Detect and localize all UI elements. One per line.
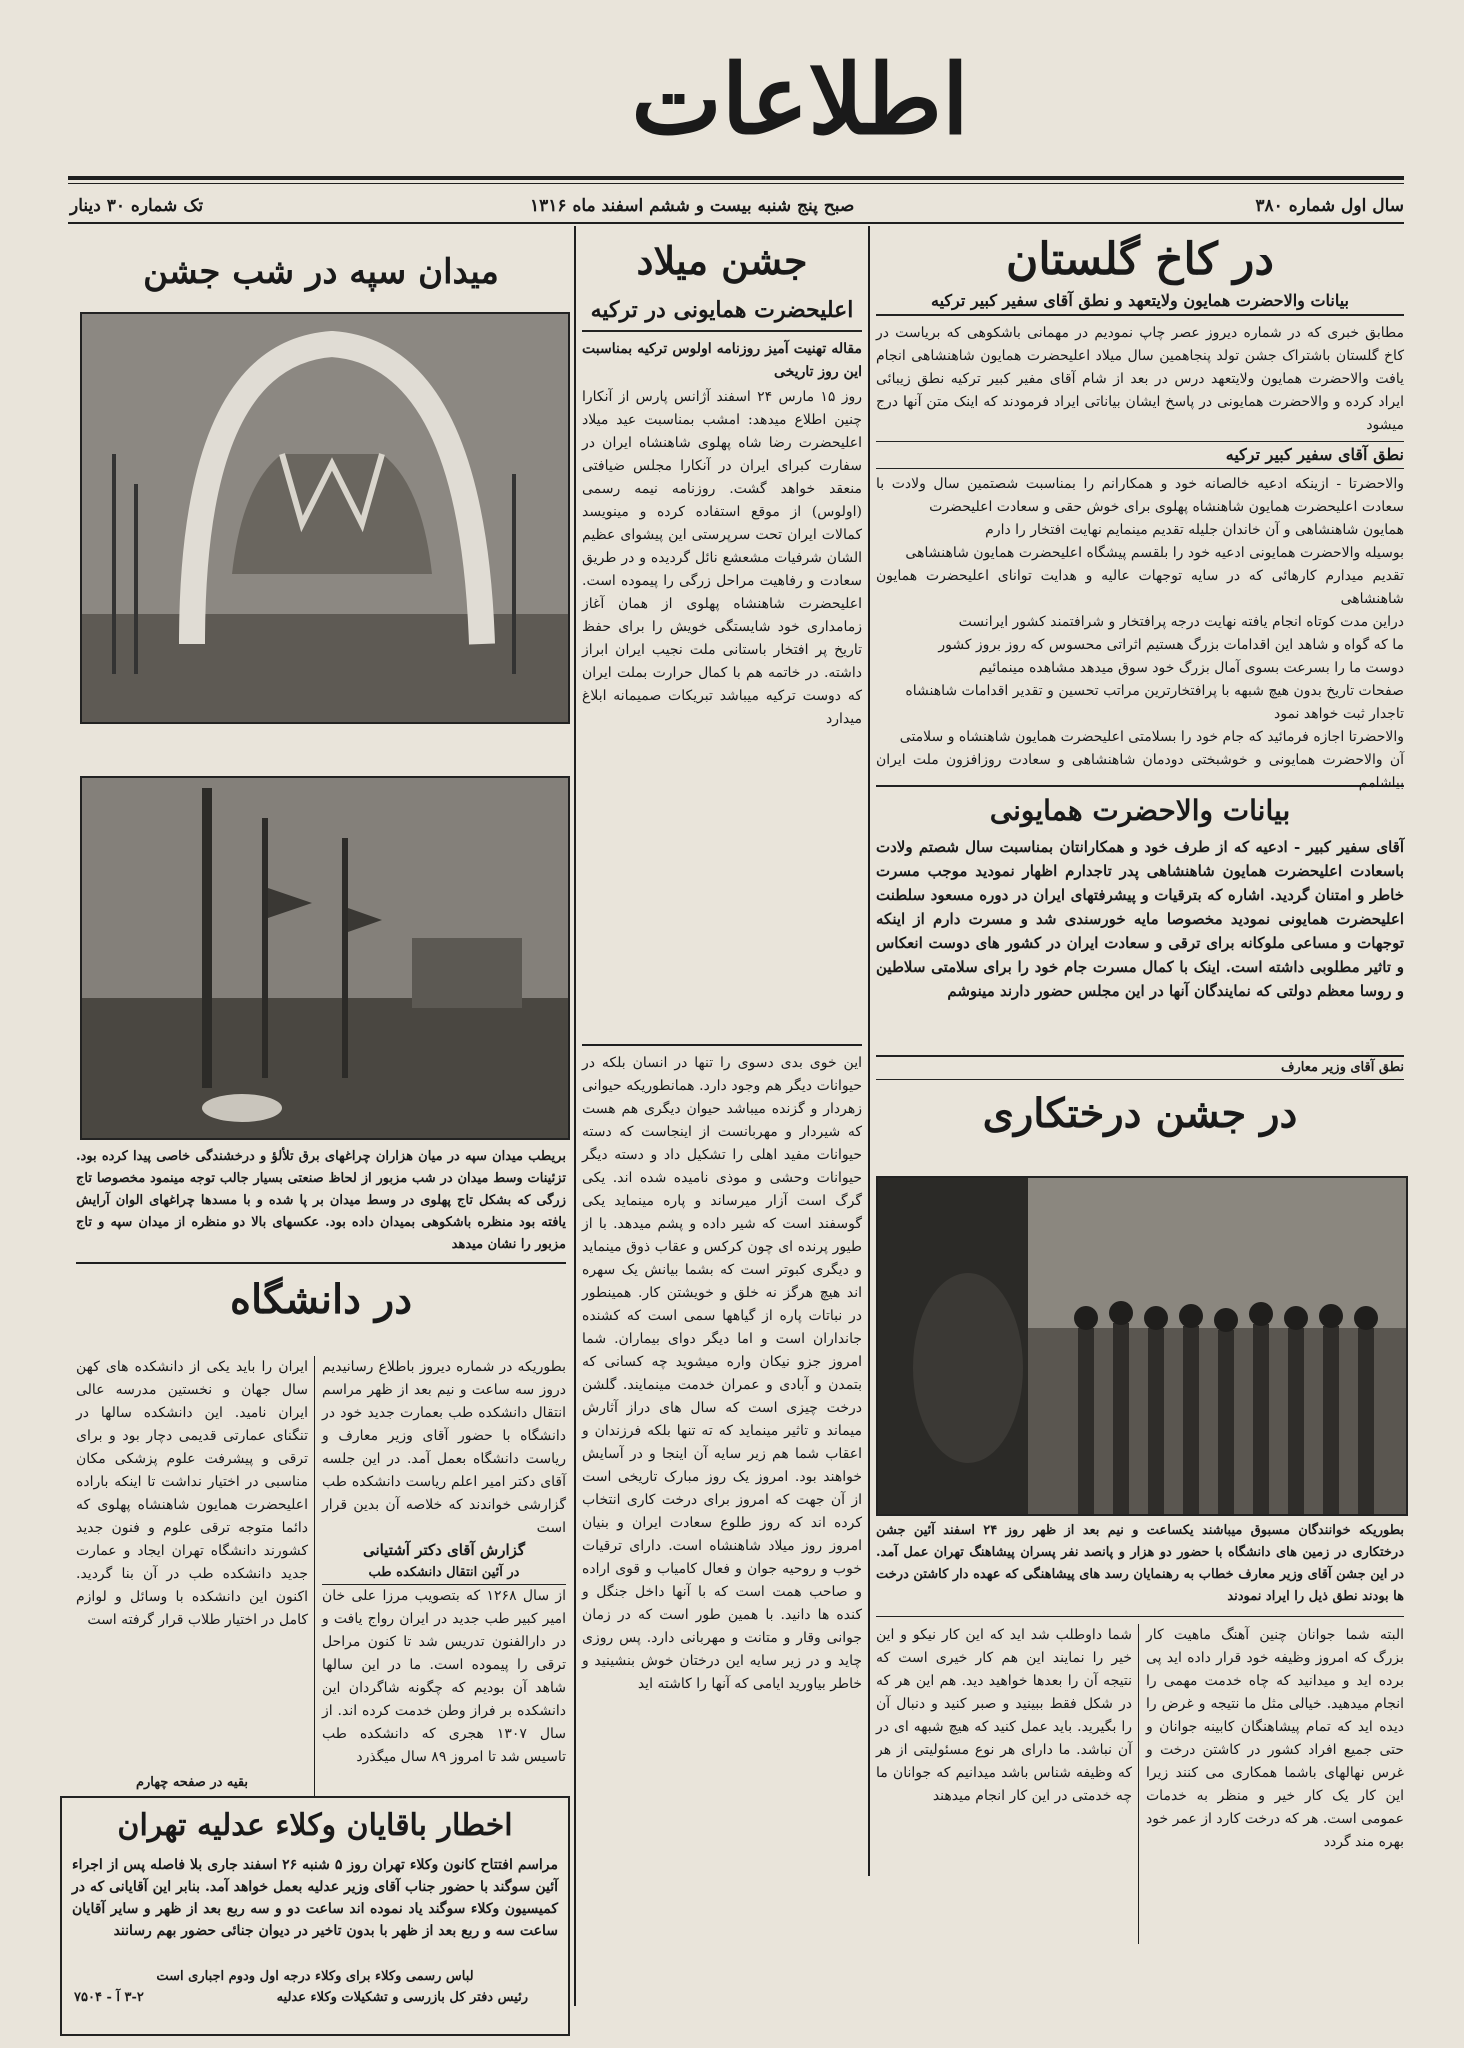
report-block [322, 1538, 567, 1765]
right-inner-rule [1138, 1624, 1139, 1944]
speech1-line: تاجدار ثبت خواهد نمود [1274, 706, 1404, 722]
report-body: از سال ۱۲۶۸ که بتصویب مرزا علی خان امیر کبیر طب جدید در ایران رواج یافت و در دارالفنون تدریس شد تا کنون مراحل ترقی را پیموده است. ما در این سالها شاهد آن بودیم که چگونه شاگردان این دانشکده بر فراز وطن خدمت کرده اند. از سال ۱۳۰۷ هجری که دانشکده طب تاسیس شد تا امروز ۸۹ سال میگذرد [322, 1588, 567, 1765]
square-night-photo [80, 776, 570, 1140]
center-body-1: روز ۱۵ مارس ۲۴ اسفند آژانس پارس از آنکارا چنین اطلاع میدهد: امشب بمناسبت عید میلاد اعلیحضرت رضا شاه پهلوی شاهنشاه ایران در سفارت کبرای ایران در آنکارا مجلس ضیافتی منعقد خواهد گشت. روزنامه نیمه رسمی (اولوس) از موقع استفاده کرده و مینویسد کمالات ایران تحت سرپرستی این پیشوای عظیم الشان شرفیات مشعشع نائل گردیده و در طریق سعادت و رفاهیت مراحل زرگی را پیموده است. اعلیحضرت شاهنشاه پهلوی از همان آغاز زمامداری خود شایستگی خویش را برای حفظ تاریخ پر افتخار باستانی ملت نجیب ایران ابراز داشته. در خاتمه هم با کمال حرارت بملت ایران که دوست ترکیه میباشد تبریکات صمیمانه ابلاغ میدارد [582, 389, 862, 727]
right-footnote: نطق آقای وزیر معارف [876, 1055, 1404, 1080]
masthead-title: اطلاعات [631, 43, 969, 156]
notice-signature-row [62, 1988, 568, 2012]
speech1-line: ما که گواه و شاهد این اقدامات بزرگ هستیم اثراتی محسوس که روز بروز کشور [938, 637, 1404, 653]
left-headline-2: در دانشگاه [229, 1276, 413, 1323]
center-body-2: این خوی بدی دسوی را تنها در انسان بلکه در حیوانات دیگر هم وجود دارد. همانطوریکه حیوانی زهردار و گزنده میباشد حیوان دیگری هم هست که شیردار و مهربانست از اینجاست که دسته حیوانات مفید اهلی را تشکیل داد و دسته دیگر حیوانات وحشی و موذی نامیده شده اند. یکی گرگ است آزار میرساند و پاره مینماید یکی گوسفند است که شیر داده و پشم میدهد. با از طیور پرنده ای چون کرکس و عقاب ذوق مینماید و دیگری کبوتر است که بشما بیانش یک سهره اند هیچ هرگز نه خلق و خویشتن کار. همینطور در نباتات پاره از گیاهها سمی است که کشنده جانداران است و اما دیگر دوای بیماران. شما امروز جزو نیکان واره میشوید چه کسانی که بتمدن و آبادی و عمران خدمت مینمایند. گلشن درخت چیزی است که سال های دراز آثارش میماند و تاثیر مینماید که ته تنها بلکه فرزندان و اعقاب شما هم زیر سایه آن اینجا و در آسایش خواهند بود. امروز یک روز مبارک تاریخی است از آن جهت که امروز برای درخت کاری انتخاب کرده اند که روز طلوع سعادت ایران و بنیان امروز روز میلاد شاهنشاه است. دارای ترقیات خوب و روحیه جوان و فعال کامیاب و قوی اراده و صاحب همت است که با آنها داخل جنگل و کنده ها دانید. با همین طور است که در زمان جوانی وقار و متانت و مهربانی دارد. پس روزی چاید و در زیر سایه این درختان خوش بنشینید و خاطر بیاورید ایامی که آنها را کاشته اید [582, 1055, 862, 1692]
column-rule-1 [868, 226, 870, 1876]
right-subhead: بیانات والاحضرت همایون ولایتعهد و نطق آقای سفیر کبیر ترکیه [876, 288, 1404, 316]
left-divider [76, 1262, 566, 1264]
left-body-left: ایران را باید یکی از دانشکده های کهن سال جهان و نخستین مدرسه عالی ایران نامید. این دانشکده سالها در تنگنای عمارتی قدیمی دچار بود و برای ترقی و پیشرفت علوم پزشکی مکان مناسبی در اختیار نداشت تا اینکه باراده اعلیحضرت همایون شاهنشاه پهلوی که دائما متوجه ترقی علوم و فنون جدید کشورند دانشگاه تهران ایجاد و عمارت جدید دانشکده طب در آن بنا گردید. اکنون این دانشکده با وسائل و لوازم کامل در اختیار طلاب قرار گرفته است [76, 1359, 308, 1628]
speech2-title: بیانات والاحضرت همایونی [876, 785, 1404, 835]
masthead-rule-top [68, 176, 1404, 180]
right-intro: مطابق خبری که در شماره دیروز عصر چاپ نمودیم در مهمانی باشکوهی که بریاست در کاخ گلستان باشتراک جشن تولد پنجاهمین سال میلاد اعلیحضرت همایون شاهنشاهی انجام یافت والاحضرت همایون ولایتعهد درس در بعد از شام آقای مفیر کبیر ترکیه نطق زیبائی ایراد کرده و والاحضرت همایونی در پاسخ ایشان بیاناتی ایراد فرمودند که اینک متن آنها درج میشود [876, 325, 1404, 433]
right-column [876, 232, 1404, 1148]
notice-footer: لباس رسمی وکلاء برای وکلاء درجه اول ودوم اجباری است [156, 1969, 474, 1984]
speech1-line: دوست ما را بسرعت بسوی آمال بزرگ خود سوق میدهد مشاهده مینمائیم [978, 660, 1404, 676]
speech1-list [876, 473, 1404, 791]
speech1-title: نطق آقای سفیر کبیر ترکیه [876, 441, 1404, 469]
center-deck: مقاله تهنیت آمیز روزنامه اولوس ترکیه بمناسبت این روز تاریخی [582, 341, 862, 380]
notice-code: ۳-۲ آ - ۷۵۰۴ [74, 1990, 144, 2005]
notice-body: مراسم افتتاح کانون وکلاء تهران روز ۵ شنبه ۲۶ اسفند جاری بلا فاصله پس از اجراء آئین سوگند با حضور جناب آقای وزیر عدلیه بعمل خواهد آمد. بنابر این آقایانی که در کمیسیون وکلاء سوگند یاد نموده اند ساعت دو و سه ربع بعد از ظهر و سایر آقایان ساعت سه و ربع بعد از ظهر با بدون تاخیر در دیوان جنائی حضور بهم رسانند [72, 1857, 558, 1939]
column-rule-2 [574, 226, 576, 2006]
center-subhead: اعلیحضرت همایونی در ترکیه [582, 290, 862, 332]
notice-title: اخطار باقایان وکلاء عدلیه تهران [117, 1808, 513, 1843]
dateline [60, 192, 1404, 222]
left-body-right: بطوریکه در شماره دیروز باطلاع رسانیدیم دروز سه ساعت و نیم بعد از ظهر مراسم انتقال دانشکده طب بعمارت جدید خود در دانشگاه با حضور آقای وزیر معارف و ریاست دانشگاه بعمل آمد. در این جلسه آقای دکتر امیر اعلم ریاست دانشکده طب گزارشی خواندند که خلاصه آن بدین قرار است [322, 1359, 566, 1536]
speech1-line: والاحضرتا اجازه فرمائید که جام خود را بسلامتی اعلیحضرت همایون شاهنشاه و سلامتی [899, 729, 1404, 745]
tree-planting-photo [876, 1176, 1408, 1516]
speech1-line: والاحضرتا - ازینکه ادعیه خالصانه خود و همکارانم را بمناسبت شصتمین سال ولادت با سعادت اعلیحضرت همایون شاهنشاه پهلوی برای خوش حقی و سعادت اعلیحضرت [876, 476, 1404, 515]
center-divider [582, 1044, 862, 1046]
square-caption: بریطب میدان سپه در میان هزاران چراغهای برق تلألؤ و درخشندگی خاصی پیدا کرده بود. تزئینات وسط میدان در شب مزبور از لحاظ صنعتی بسیار جالب توجه مینمود مخصوصا تاج زرگی که بشکل تاج پهلوی در وسط میدان بر پا شده و با مسدها چراغهای الوان آرایش یافته بود منظره باشکوهی بمیدان داده بود. عکسهای بالا دو منظره از میدان سپه و تاج مزبور را نشان میدهد [76, 1149, 567, 1252]
report-subtitle: در آئین انتقال دانشکده طب [322, 1562, 566, 1585]
speech1-line: صفحات تاریخ بدون هیچ شبهه با پرافتخارترین مراتب تحسین و تقدیر اقدامات شاهنشاه [905, 683, 1404, 699]
center-headline: جشن میلاد [636, 238, 808, 283]
speech1-line: دراین مدت کوتاه انجام یافته نهایت درجه پرافتخار و شرافتمند کشور ایرانست [958, 614, 1404, 630]
arch-crown-photo [80, 312, 570, 724]
continued-note: بقیه در صفحه چهارم [135, 1775, 249, 1790]
speech1-line: تقدیم میدارم کارهائی که در سایه توجهات عالیه و هدایت توانای اعلیحضرت همایون شاهنشاهی [876, 568, 1404, 607]
dateline-price: تک شماره ۳۰ دینار [70, 196, 204, 216]
notice-signature: رئیس دفتر کل بازرسی و تشکیلات وکلاء عدلیه [276, 1990, 528, 2005]
report-title: گزارش آقای دکتر آشتیانی [362, 1541, 526, 1559]
left-inner-rule [314, 1356, 315, 1796]
speech1-line: بوسیله والاحضرت همایونی ادعیه خود را بلقسم پیشگاه اعلیحضرت همایون شاهنشاهی [905, 545, 1404, 561]
left-headline: میدان سپه در شب جشن [143, 252, 499, 292]
right-headline: در کاخ گلستان [1006, 234, 1274, 285]
speech1-line: همایون شاهنشاهی و آن خاندان جلیله تقدیم مینمایم نهایت افتخار را دارم [985, 522, 1404, 538]
notice-box [60, 1796, 570, 2036]
speech2-body: آقای سفیر کبیر - ادعیه که از طرف خود و همکارانتان بمناسبت سال شصتم ولادت باسعادت اعلیحضرت همایون شاهنشاهی پدر تاجدارم اظهار نمودید موجب مسرت خاطر و امتنان گردید. اشاره که بترقیات و پیشرفتهای ایران در دوره مسعود سلطنت اعلیحضرت همایونی نمودید مخصوصا مایه خورسندی شد و مسرت دارم از اینکه توجهات و مساعی ملوکانه برای ترقی و سعادت ایران در کشور های دوست انعکاس و تاثیر مطلوبی داشته است. اینک با کمال مسرت جام خود را برای سلامتی سلاطین و روسا معظم دولتی که نمایندگان آنها در این مجلس حضور دارند مینوشم [876, 838, 1404, 1000]
center-column [582, 232, 862, 1024]
right-headline-2: در جشن درختکاری [982, 1090, 1298, 1137]
tree-planting-caption: بطوریکه خوانندگان مسبوق میباشند یکساعت و نیم بعد از ظهر روز ۲۴ اسفند آئین جشن درختکاری در زمین های دانشگاه با حضور دو هزار و پانصد نفر پسران پیشاهنگ تهران عمل آمد. در این جشن آقای وزیر معارف خطاب به رهنمایان رسد های پیشاهنگی که عهده دار کاشتن درخت ها بودند نطق ذیل را ایراد نمودند [876, 1523, 1404, 1604]
masthead-rule-thin [68, 183, 1404, 184]
dateline-issue: سال اول شماره ۳۸۰ [1255, 196, 1404, 216]
dateline-rule [68, 222, 1404, 224]
dateline-date: صبح پنج شنبه بیست و ششم اسفند ماه ۱۳۱۶ [530, 196, 855, 216]
speech1-line: آن والاحضرت همایونی و خوشبختی دودمان شاهنشاهی و سعادت روزافزون ملت ایران بیاشامم [876, 752, 1404, 791]
right-body-2a: البته شما جوانان چنین آهنگ ماهیت کار بزرگ که امروز وظیفه خود قرار داده اید پی برده اید و میدانید که چاه خدمت مهمی را انجام میدهید. خیالی مثل ما نتیجه و غرض را دیده اید که تمام پیشاهنگان کابینه جوانان و حتی جمیع افراد کشور در کاشتن درخت و غرس نهالهای باشما همکاری می کنند زیرا این کار یک کار خیر و منظر به خدمات عمومی است. هر که درخت کارد از عمر خود بهره مند گردد [1146, 1627, 1404, 1850]
caption-rule [876, 1616, 1404, 1617]
right-body-2b: شما داوطلب شد اید که این کار نیکو و این خیر را نمایند این هم کار خیری است که نتیجه آن را بعدها خواهید دید. هم این هر که در شکل فقط ببینید و صبر کنید و دنبال آن را بگیرید. باید عمل کنید که هیچ شبهه ای در آن نباشد. ما دارای هر نوع مسئولیتی از هر که وظیفه شناس باشد میدانیم که جوانان ما چه خدمتی در این کار انجام میدهند [876, 1627, 1132, 1804]
